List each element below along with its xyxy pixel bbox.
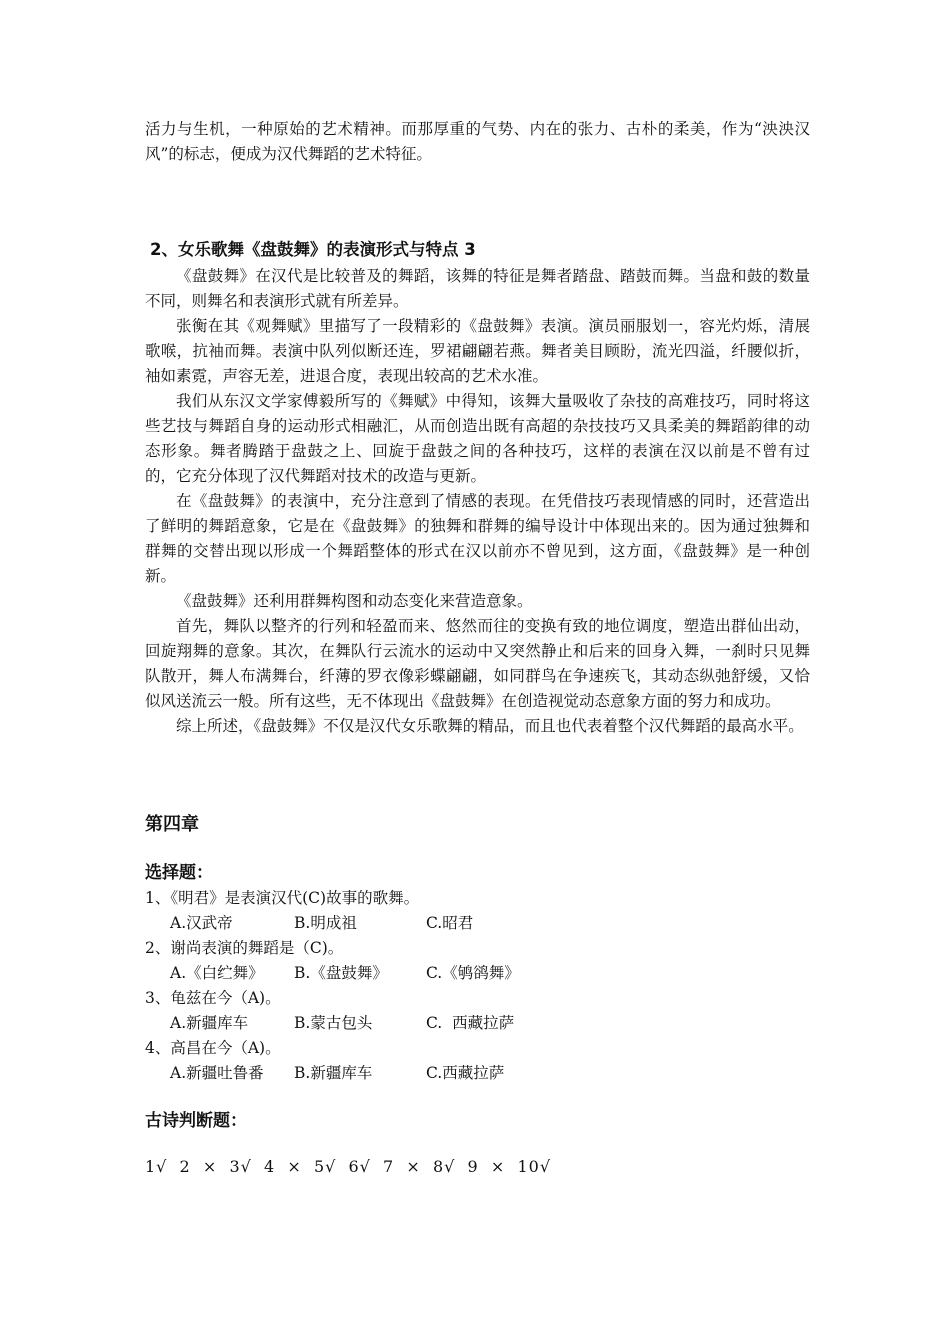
option-b: B.蒙古包头 <box>294 1014 373 1032</box>
option-c: C.昭君 <box>426 914 474 932</box>
question-item <box>145 986 810 1036</box>
section-paragraph: 在《盘鼓舞》的表演中，充分注意到了情感的表现。在凭借技巧表现情感的同时，还营造出了鲜明的舞蹈意象，它是在《盘鼓舞》的独舞和群舞的编导设计中体现出来的。因为通过独舞和群舞的交替出现以形成一个舞蹈整体的形式在汉以前亦不曾见到，这方面，《盘鼓舞》是一种创新。 <box>145 492 810 585</box>
choice-heading: 选择题： <box>145 863 213 883</box>
question-options <box>145 1061 810 1086</box>
question-text: 2、谢尚表演的舞蹈是（C)。 <box>145 939 344 957</box>
question-item <box>145 886 810 936</box>
option-b: B.《盘鼓舞》 <box>294 964 388 982</box>
section-body <box>145 264 810 739</box>
section-heading: 2、女乐歌舞《盘鼓舞》的表演形式与特点 3 <box>150 240 476 259</box>
section-paragraph: 《盘鼓舞》还利用群舞构图和动态变化来营造意象。 <box>176 592 533 610</box>
question-text: 4、高昌在今（A)。 <box>145 1039 281 1057</box>
question-text: 3、龟兹在今（A)。 <box>145 989 281 1007</box>
section-heading-block <box>150 236 815 260</box>
option-b: B.明成祖 <box>294 914 357 932</box>
judgment-answers: 1√ 2 × 3√ 4 × 5√ 6√ 7 × 8√ 9 × 10√ <box>145 1157 552 1176</box>
question-options <box>145 961 810 986</box>
question-text: 1、《明君》是表演汉代(C)故事的歌舞。 <box>145 889 420 907</box>
option-c: C.《鸲鹆舞》 <box>426 964 520 982</box>
option-c: C. 西藏拉萨 <box>426 1014 515 1032</box>
option-a: A.汉武帝 <box>170 914 233 932</box>
judgment-answers-block <box>145 1157 810 1176</box>
option-b: B.新疆库车 <box>294 1064 373 1082</box>
intro-block <box>145 117 810 167</box>
section-paragraph: 我们从东汉文学家傅毅所写的《舞赋》中得知，该舞大量吸收了杂技的高难技巧，同时将这些艺技与舞蹈自身的运动形式相融汇，从而创造出既有高超的杂技技巧又具柔美的舞蹈韵律的动态形象。舞者腾踏于盘鼓之上、回旋于盘鼓之间的各种技巧，这样的表演在汉以前是不曾有过的，它充分体现了汉代舞蹈对技术的改造与更新。 <box>145 392 810 485</box>
option-c: C.西藏拉萨 <box>426 1064 505 1082</box>
chapter-title-block <box>145 810 810 836</box>
question-item <box>145 936 810 986</box>
option-a: A.新疆库车 <box>170 1014 249 1032</box>
choice-heading-block <box>145 858 810 883</box>
question-item <box>145 1036 810 1086</box>
question-list <box>145 886 810 1086</box>
option-a: A.新疆吐鲁番 <box>170 1064 264 1082</box>
section-paragraph: 首先，舞队以整齐的行列和轻盈而来、悠然而往的变换有致的地位调度，塑造出群仙出动，回旋翔舞的意象。其次，在舞队行云流水的运动中又突然静止和后来的回身入舞，一刹时只见舞队散开，舞人布满舞台，纤薄的罗衣像彩蝶翩翩，如同群鸟在争速疾飞，其动态纵弛舒缓，又恰似风送流云一般。所有这些，无不体现出《盘鼓舞》在创造视觉动态意象方面的努力和成功。 <box>145 617 810 710</box>
judgment-heading-block <box>145 1106 810 1131</box>
question-options <box>145 911 810 936</box>
judgment-heading: 古诗判断题： <box>145 1111 247 1131</box>
option-a: A.《白纻舞》 <box>170 964 264 982</box>
chapter-title: 第四章 <box>145 814 199 835</box>
section-paragraph: 《盘鼓舞》在汉代是比较普及的舞蹈，该舞的特征是舞者踏盘、踏鼓而舞。当盘和鼓的数量不同，则舞名和表演形式就有所差异。 <box>145 267 810 310</box>
section-paragraph: 张衡在其《观舞赋》里描写了一段精彩的《盘鼓舞》表演。演员丽服划一，容光灼烁，清展歌喉，抗袖而舞。表演中队列似断还连，罗裙翩翩若燕。舞者美目顾盼，流光四溢，纤腰似折，袖如素霓，声容无差，进退合度，表现出较高的艺术水准。 <box>145 317 810 385</box>
question-options <box>145 1011 810 1036</box>
section-paragraph: 综上所述，《盘鼓舞》不仅是汉代女乐歌舞的精品，而且也代表着整个汉代舞蹈的最高水平。 <box>176 717 804 735</box>
intro-paragraph: 活力与生机，一种原始的艺术精神。而那厚重的气势、内在的张力、古朴的柔美，作为“泱泱汉风”的标志，便成为汉代舞蹈的艺术特征。 <box>145 120 810 163</box>
